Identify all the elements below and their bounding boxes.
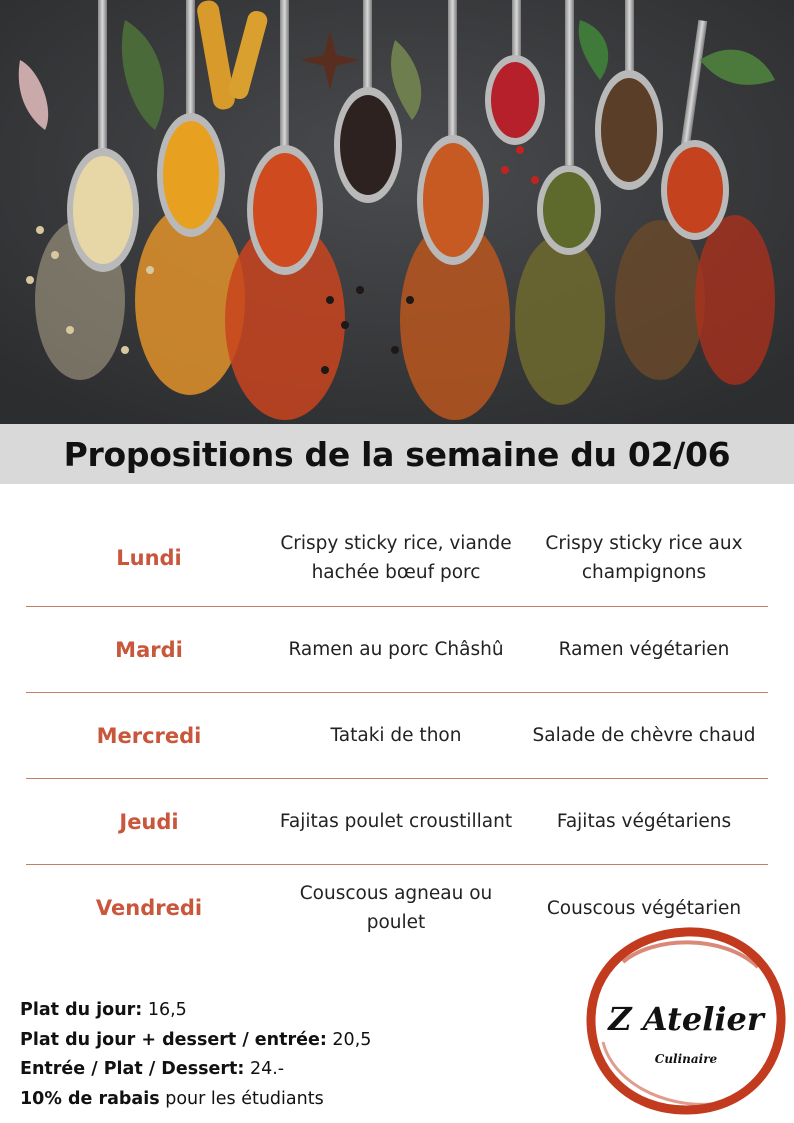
page-title: Propositions de la semaine du 02/06: [63, 434, 731, 474]
day-label: Jeudi: [119, 809, 179, 834]
vegetarian-dish: Couscous végétarien: [546, 897, 742, 919]
z-atelier-logo: [583, 922, 789, 1118]
menu-row-thursday: [26, 779, 768, 865]
price-label: Plat du jour:: [20, 1000, 143, 1020]
menu-row-monday: [26, 510, 768, 607]
vegetarian-dish: Salade de chèvre chaud: [532, 725, 756, 746]
day-label: Lundi: [116, 546, 182, 570]
spices-illustration: [0, 0, 794, 424]
logo-tagline: Culinaire: [654, 1052, 718, 1066]
spices-hero-image: [0, 0, 794, 424]
vegetarian-dish: Crispy sticky rice aux champignons: [545, 533, 743, 583]
title-band: [0, 424, 794, 484]
menu-row-tuesday: [26, 607, 768, 693]
weekly-menu-table: [26, 510, 768, 951]
dish-of-the-day: Ramen au porc Châshû: [288, 639, 504, 660]
dish-of-the-day: Crispy sticky rice, viande hachée bœuf porc: [280, 533, 512, 583]
day-label: Vendredi: [95, 896, 203, 920]
price-label: Plat du jour + dessert / entrée:: [20, 1029, 327, 1050]
price-line: [20, 1055, 371, 1085]
logo-name: Z Atelier: [608, 1000, 764, 1038]
price-line: [20, 1026, 371, 1056]
price-label: Entrée / Plat / Dessert:: [20, 1059, 245, 1079]
discount-text: pour les étudiants: [159, 1088, 324, 1109]
price-list: [20, 996, 371, 1114]
price-value: 24.-: [244, 1059, 285, 1079]
menu-row-wednesday: [26, 693, 768, 779]
dish-of-the-day: Couscous agneau ou poulet: [299, 883, 493, 933]
day-label: Mardi: [115, 637, 183, 662]
dish-of-the-day: Fajitas poulet croustillant: [279, 811, 513, 832]
day-label: Mercredi: [96, 723, 202, 748]
price-value: 16,5: [142, 1000, 187, 1020]
price-line: [20, 1085, 371, 1115]
discount-label: 10% de rabais: [20, 1088, 160, 1109]
price-value: 20,5: [326, 1029, 372, 1050]
price-line: [20, 996, 371, 1026]
vegetarian-dish: Fajitas végétariens: [556, 811, 732, 832]
vegetarian-dish: Ramen végétarien: [558, 639, 730, 660]
dish-of-the-day: Tataki de thon: [330, 725, 462, 746]
